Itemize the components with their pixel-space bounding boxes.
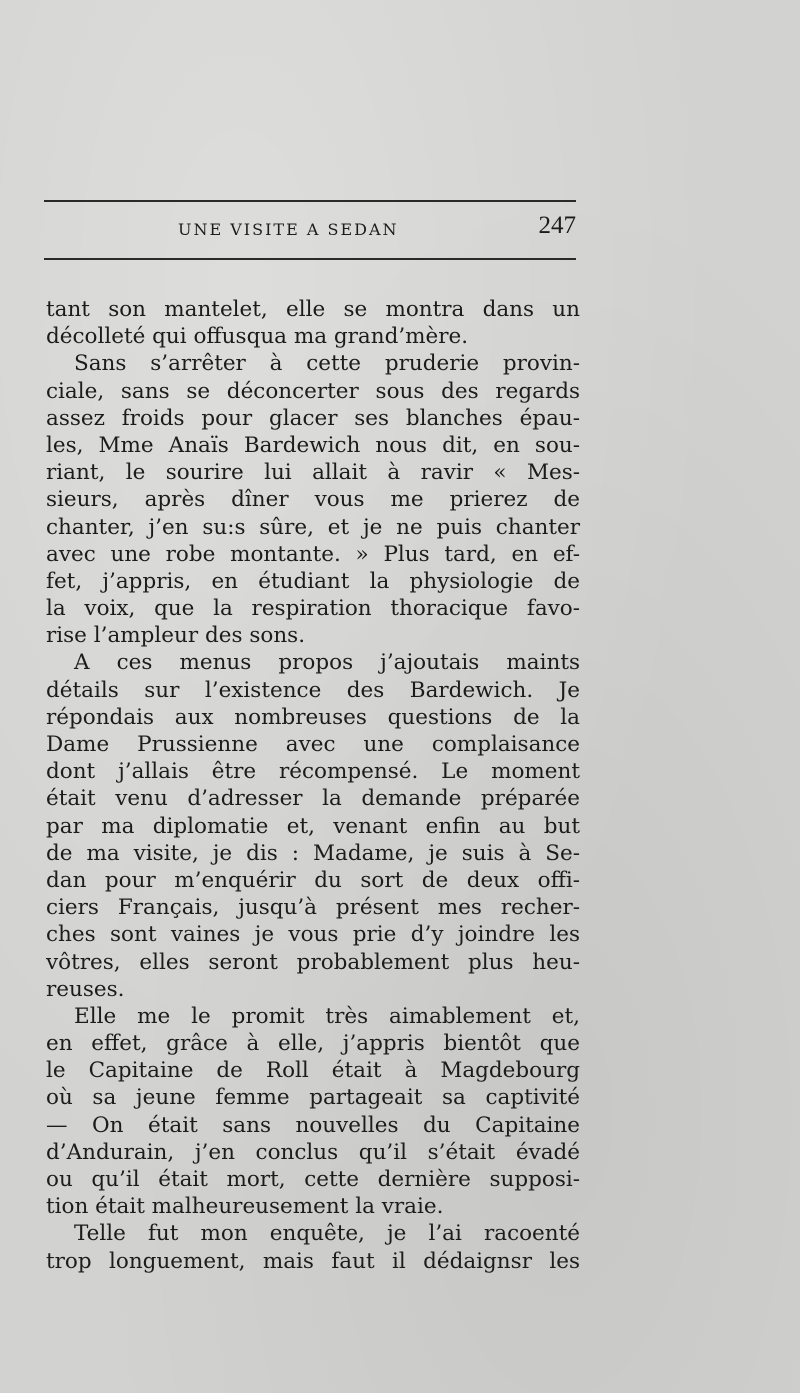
text-line: chanter, j’en su:s sûre, et je ne puis chanter	[46, 514, 580, 540]
text-line: répondais aux nombreuses questions de la	[46, 704, 580, 730]
text-line: par ma diplomatie et, venant enfin au but	[46, 813, 580, 839]
text-line: Elle me le promit très aimablement et,	[74, 1003, 580, 1029]
text-line: assez froids pour glacer ses blanches épau-	[46, 405, 580, 431]
running-title: UNE VISITE A SEDAN	[178, 220, 399, 239]
body-text	[46, 296, 580, 1275]
text-line: ou qu’il était mort, cette dernière supposi-	[46, 1167, 580, 1192]
text-line: de ma visite, je dis : Madame, je suis à Se-	[46, 840, 580, 866]
text-line: d’Andurain, j’en conclus qu’il s’était évadé	[46, 1139, 580, 1165]
text-line: ciale, sans se déconcerter sous des regards	[46, 378, 580, 404]
running-header	[44, 210, 576, 250]
text-line: était venu d’adresser la demande préparée	[46, 786, 580, 812]
text-line: dan pour m’enquérir du sort de deux offi-	[46, 867, 580, 893]
text-line: où sa jeune femme partageait sa captivité	[46, 1085, 580, 1111]
page-number: 247	[538, 212, 576, 239]
text-line: A ces menus propos j’ajoutais maints	[74, 650, 580, 676]
text-line: détails sur l’existence des Bardewich. Je	[46, 677, 580, 703]
text-line: avec une robe montante. » Plus tard, en ef-	[46, 541, 580, 567]
text-line: la voix, que la respiration thoracique favo-	[46, 596, 580, 622]
header-rule-top	[44, 200, 576, 202]
text-line: tion était malheureusement la vraie.	[46, 1194, 444, 1220]
text-line: trop longuement, mais faut il dédaignsr les	[46, 1248, 580, 1274]
text-line: décolleté qui offusqua ma grand’mère.	[46, 324, 469, 350]
text-line: reuses.	[46, 976, 125, 1002]
text-line: rise l’ampleur des sons.	[46, 623, 306, 649]
text-line: dont j’allais être récompensé. Le moment	[46, 759, 580, 785]
text-line: en effet, grâce à elle, j’appris bientôt que	[46, 1031, 580, 1057]
text-line: ches sont vaines je vous prie d’y joindre les	[46, 922, 580, 948]
text-line: le Capitaine de Roll était à Magdebourg	[46, 1058, 580, 1084]
text-line: les, Mme Anaïs Bardewich nous dit, en sou-	[46, 432, 580, 458]
text-line: — On était sans nouvelles du Capitaine	[46, 1112, 580, 1138]
text-line: vôtres, elles seront probablement plus heu-	[46, 949, 580, 975]
text-line: Dame Prussienne avec une complaisance	[46, 732, 580, 757]
text-line: fet, j’appris, en étudiant la physiologie de	[46, 568, 580, 594]
text-line: riant, le sourire lui allait à ravir « Mes-	[46, 460, 580, 486]
text-line: ciers Français, jusqu’à présent mes recher-	[46, 895, 580, 921]
text-line: Sans s’arrêter à cette pruderie provin-	[74, 351, 580, 377]
text-line: Telle fut mon enquête, je l’ai racoenté	[74, 1221, 580, 1247]
header-rule-bottom	[44, 258, 576, 260]
text-line: sieurs, après dîner vous me prierez de	[46, 487, 580, 513]
text-line: tant son mantelet, elle se montra dans un	[46, 297, 580, 322]
